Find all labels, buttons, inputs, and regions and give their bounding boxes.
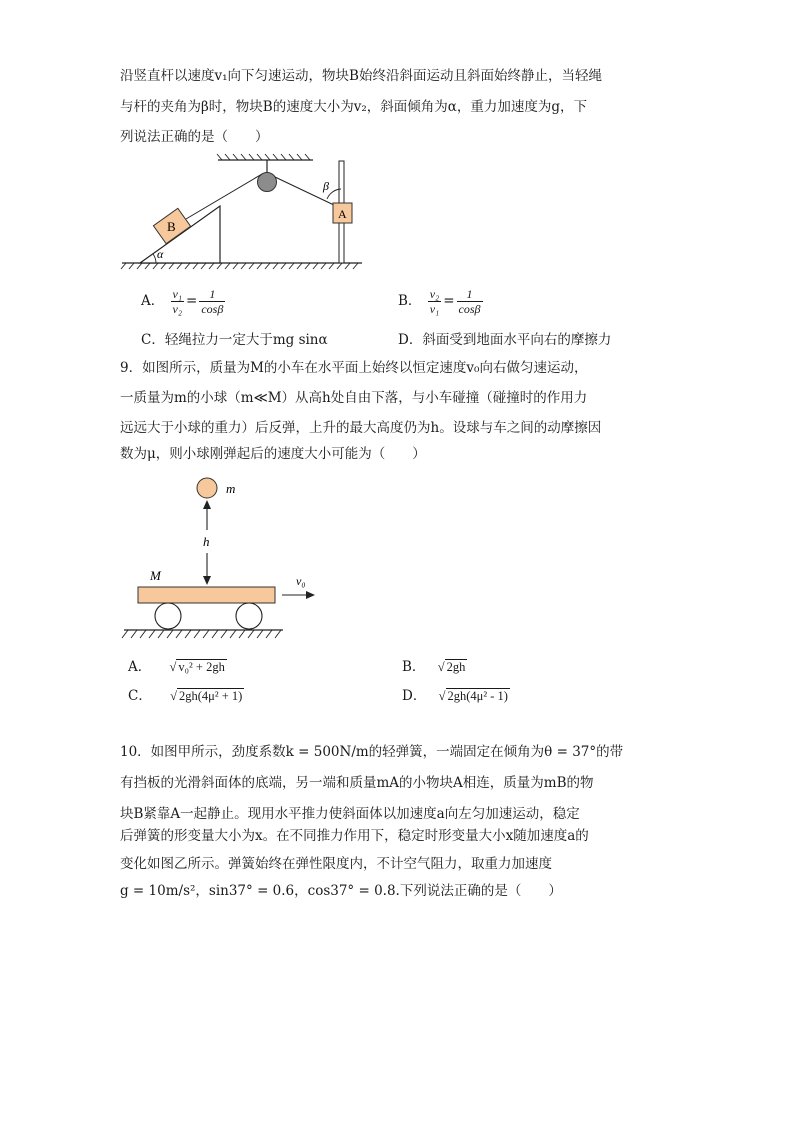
q8-b-num: v₂ — [429, 287, 440, 301]
label-cart-m: M — [150, 568, 161, 583]
q8-a-rnum: 1 — [199, 287, 225, 302]
arrow-down-head — [203, 576, 211, 585]
q9-ground-hatch — [122, 630, 283, 638]
q10-stem-line-1: 10．如图甲所示，劲度系数k = 500N/m的轻弹簧，一端固定在倾角为θ = 37°的带 — [120, 744, 624, 760]
q8-b-rden: cosβ — [458, 302, 481, 316]
label-velocity: v₀ — [296, 574, 306, 588]
q10-stem-line-4: 后弹簧的形变量大小为x。在不同推力作用下，稳定时形变量大小x随加速度a的 — [120, 828, 589, 844]
q9-option-a-label: A． — [128, 659, 152, 675]
arrow-up-head — [203, 500, 211, 509]
q9-b-expr: 2gh — [446, 660, 466, 674]
q8-stem-line-2: 与杆的夹角为β时，物块B的速度大小为v₂，斜面倾角为α，重力加速度为g，下 — [120, 99, 588, 115]
q9-option-c — [128, 686, 244, 706]
q8-b-rnum: 1 — [457, 287, 483, 302]
q9-a-sqrt: √ v₀² + 2gh — [169, 660, 225, 674]
q10-stem-line-3: 块B紧靠A一起静止。现用水平推力使斜面体以加速度a向左匀加速运动，稳定 — [120, 806, 580, 822]
label-a: A — [338, 207, 347, 221]
q9-stem-line-1: 9．如图所示，质量为M的小车在水平面上始终以恒定速度v₀向右做匀速运动， — [120, 360, 588, 376]
q9-d-sqrt: √ 2gh(4μ² - 1) — [438, 689, 508, 703]
q9-option-d — [402, 686, 510, 706]
q9-option-c-label: C． — [128, 688, 152, 704]
q9-d-expr: 2gh(4μ² - 1) — [447, 689, 508, 703]
q8-a-num: v₁ — [172, 287, 183, 301]
q8-option-b-label: B． — [398, 293, 422, 309]
q8-stem-line-1: 沿竖直杆以速度v₁向下匀速运动，物块B始终沿斜面运动且斜面始终静止，当轻绳 — [120, 68, 602, 84]
q8-option-a-label: A． — [141, 293, 165, 309]
velocity-arrow-head — [306, 591, 315, 599]
q9-stem-line-3: 远远大于小球的重力）后反弹，上升的最大高度仍为h。设球与车之间的动摩擦因 — [120, 420, 602, 436]
cart-body — [138, 587, 275, 603]
label-b: B — [167, 219, 176, 234]
q8-a-den: v₂ — [172, 302, 183, 316]
label-alpha: α — [157, 247, 164, 261]
q8-a-rden: cosβ — [201, 302, 224, 316]
q9-c-sqrt: √ 2gh(4μ² + 1) — [170, 689, 243, 703]
q8-option-d: D．斜面受到地面水平向右的摩擦力 — [398, 332, 612, 348]
label-beta: β — [323, 179, 329, 193]
q8-b-eq: = — [443, 293, 455, 309]
q9-option-a — [128, 657, 227, 677]
q10-stem-line-2: 有挡板的光滑斜面体的底端，另一端和质量mA的小物块A相连，质量为mB的物 — [120, 775, 594, 791]
q8-option-c: C．轻绳拉力一定大于mg sinα — [141, 332, 328, 348]
cart-wheel-left — [155, 603, 181, 629]
q8-a-eq: = — [186, 293, 198, 309]
q8-b-den: v₁ — [429, 302, 440, 316]
q9-b-sqrt: √ 2gh — [437, 660, 466, 674]
q9-c-expr: 2gh(4μ² + 1) — [179, 689, 243, 703]
label-height-h: h — [203, 534, 210, 549]
q9-a-expr: v₀² + 2gh — [178, 660, 225, 674]
label-ball-m: m — [226, 481, 236, 496]
q9-option-d-label: D． — [402, 688, 427, 704]
q8-stem-line-3: 列说法正确的是（ ） — [120, 129, 269, 145]
q9-option-b — [402, 657, 467, 677]
q10-stem-line-5: 变化如图乙所示。弹簧始终在弹性限度内，不计空气阻力，取重力加速度 — [120, 856, 552, 872]
cart-wheel-right — [236, 603, 262, 629]
q9-stem-line-2: 一质量为m的小球（m≪M）从高h处自由下落，与小车碰撞（碰撞时的作用力 — [120, 390, 588, 406]
q10-stem-line-6: g = 10m/s²，sin37° = 0.6，cos37° = 0.8.下列说法正确的是（ ） — [120, 883, 562, 899]
q9-option-b-label: B． — [402, 659, 426, 675]
ball — [197, 478, 217, 498]
q9-stem-line-4: 数为μ，则小球刚弹起后的速度大小可能为（ ） — [120, 446, 426, 462]
